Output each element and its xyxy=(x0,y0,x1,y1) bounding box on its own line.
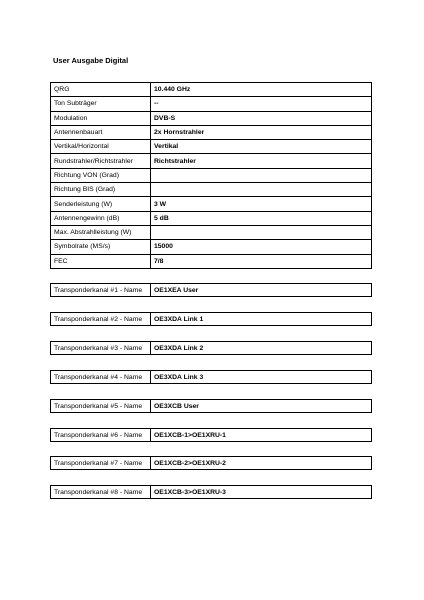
transponder-name: OE1XCB-3>OE1XRU-3 xyxy=(151,486,372,499)
parameter-value: 2x Hornstrahler xyxy=(151,125,372,139)
table-row xyxy=(51,154,372,168)
table-row xyxy=(51,371,372,384)
table-row xyxy=(51,183,372,197)
parameter-label: Modulation xyxy=(51,111,151,125)
parameter-value xyxy=(151,225,372,239)
transponder-name: OE1XCB-2>OE1XRU-2 xyxy=(151,457,372,470)
transponder-table-5 xyxy=(50,399,372,413)
transponder-name: OE3XDA Link 1 xyxy=(151,313,372,326)
transponder-table-4 xyxy=(50,370,372,384)
table-row xyxy=(51,225,372,239)
transponder-label: Transponderkanal #4 - Name xyxy=(51,371,151,384)
transponder-name: OE3XDA Link 2 xyxy=(151,342,372,355)
transponder-table-8 xyxy=(50,485,372,499)
transponder-label: Transponderkanal #6 - Name xyxy=(51,429,151,442)
transponder-label: Transponderkanal #2 - Name xyxy=(51,313,151,326)
table-row xyxy=(51,97,372,111)
parameter-label: Ton Subträger xyxy=(51,97,151,111)
transponder-table-6 xyxy=(50,428,372,442)
parameter-label: Symbolrate (MS/s) xyxy=(51,240,151,254)
table-row xyxy=(51,429,372,442)
table-row xyxy=(51,254,372,268)
transponder-label: Transponderkanal #1 - Name xyxy=(51,284,151,297)
parameter-label: Senderleistung (W) xyxy=(51,197,151,211)
table-row xyxy=(51,111,372,125)
parameter-value xyxy=(151,183,372,197)
table-row xyxy=(51,284,372,297)
transponder-table-3 xyxy=(50,341,372,355)
parameter-label: QRG xyxy=(51,83,151,97)
table-row xyxy=(51,197,372,211)
parameter-value: 7/8 xyxy=(151,254,372,268)
table-row xyxy=(51,400,372,413)
parameter-value: 10.440 GHz xyxy=(151,83,372,97)
table-row xyxy=(51,168,372,182)
transponder-table-2 xyxy=(50,312,372,326)
parameter-label: Max. Abstrahlleistung (W) xyxy=(51,225,151,239)
parameter-value: Vertikal xyxy=(151,140,372,154)
parameter-label: Richtung VON (Grad) xyxy=(51,168,151,182)
transponder-name: OE1XCB-1>OE1XRU-1 xyxy=(151,429,372,442)
transponder-label: Transponderkanal #7 - Name xyxy=(51,457,151,470)
transponder-label: Transponderkanal #3 - Name xyxy=(51,342,151,355)
parameter-value: DVB-S xyxy=(151,111,372,125)
table-row xyxy=(51,125,372,139)
table-row xyxy=(51,313,372,326)
transponder-name: OE3XCB User xyxy=(151,400,372,413)
parameter-label: Antennenbauart xyxy=(51,125,151,139)
parameter-value: 3 W xyxy=(151,197,372,211)
parameter-value: -- xyxy=(151,97,372,111)
parameters-table xyxy=(50,82,372,269)
transponder-name: OE3XDA Link 3 xyxy=(151,371,372,384)
transponder-name: OE1XEA User xyxy=(151,284,372,297)
table-row xyxy=(51,240,372,254)
parameter-value xyxy=(151,168,372,182)
parameter-label: FEC xyxy=(51,254,151,268)
table-row xyxy=(51,486,372,499)
table-row xyxy=(51,457,372,470)
parameter-label: Rundstrahler/Richtstrahler xyxy=(51,154,151,168)
page-title: User Ausgabe Digital xyxy=(53,56,129,65)
parameter-label: Antennengewinn (dB) xyxy=(51,211,151,225)
parameter-label: Richtung BIS (Grad) xyxy=(51,183,151,197)
table-row xyxy=(51,140,372,154)
transponder-label: Transponderkanal #5 - Name xyxy=(51,400,151,413)
transponder-table-7 xyxy=(50,456,372,470)
table-row xyxy=(51,83,372,97)
parameter-value: Richtstrahler xyxy=(151,154,372,168)
parameter-value: 5 dB xyxy=(151,211,372,225)
table-row xyxy=(51,211,372,225)
parameter-label: Vertikal/Horizontal xyxy=(51,140,151,154)
transponder-table-1 xyxy=(50,283,372,297)
parameter-value: 15000 xyxy=(151,240,372,254)
transponder-label: Transponderkanal #8 - Name xyxy=(51,486,151,499)
table-row xyxy=(51,342,372,355)
